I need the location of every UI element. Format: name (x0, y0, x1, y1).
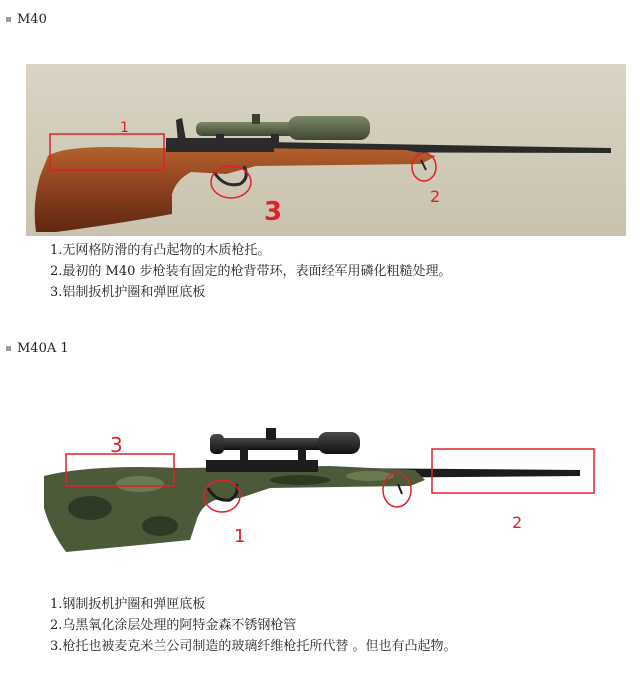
list-item: 3.枪托也被麦克米兰公司制造的玻璃纤维枪托所代替 。但也有凸起物。 (50, 639, 457, 654)
bullet-icon (6, 17, 11, 22)
section-m40a1-title: M40A 1 (17, 341, 69, 356)
scope-turret (266, 428, 276, 440)
section-m40-title: M40 (17, 12, 47, 27)
receiver (206, 460, 318, 472)
camo-patch (270, 475, 330, 485)
list-item: 3.铝制扳机护圈和弹匣底板 (50, 285, 206, 300)
scope-mount (240, 449, 248, 461)
annotation-label-1: 1 (234, 526, 246, 547)
section-m40a1-heading (6, 341, 69, 356)
m40-rifle-photo (26, 64, 626, 236)
scope-mount (216, 134, 224, 144)
camo-patch (68, 496, 112, 520)
annotation-label-2: 2 (512, 513, 523, 532)
annotation-label-3: 3 (110, 433, 123, 457)
scope-objective (288, 116, 370, 140)
annotation-label-3: 3 (264, 197, 283, 227)
list-item: 2.乌黑氧化涂层处理的阿特金森不锈钢枪管 (50, 618, 297, 633)
scope-objective (318, 432, 360, 454)
scope-turret (252, 114, 260, 124)
list-item: 1.无网格防滑的有凸起物的木质枪托。 (50, 243, 271, 258)
m40a1-feature-list (50, 594, 457, 657)
m40-feature-list (50, 240, 452, 303)
list-item: 1.钢制扳机护圈和弹匣底板 (50, 597, 206, 612)
scope-mount (298, 449, 306, 461)
annotation-label-2: 2 (430, 187, 441, 206)
scope-eyepiece (210, 434, 224, 454)
annotation-label-1: 1 (120, 120, 129, 136)
bullet-icon (6, 346, 11, 351)
m40a1-rifle-photo (30, 418, 620, 578)
section-m40-heading (6, 12, 47, 27)
list-item: 2.最初的 M40 步枪装有固定的枪背带环，表面经军用磷化粗糙处理。 (50, 264, 452, 279)
scope-mount (271, 134, 279, 144)
camo-patch (142, 516, 178, 536)
camo-patch (116, 476, 164, 492)
